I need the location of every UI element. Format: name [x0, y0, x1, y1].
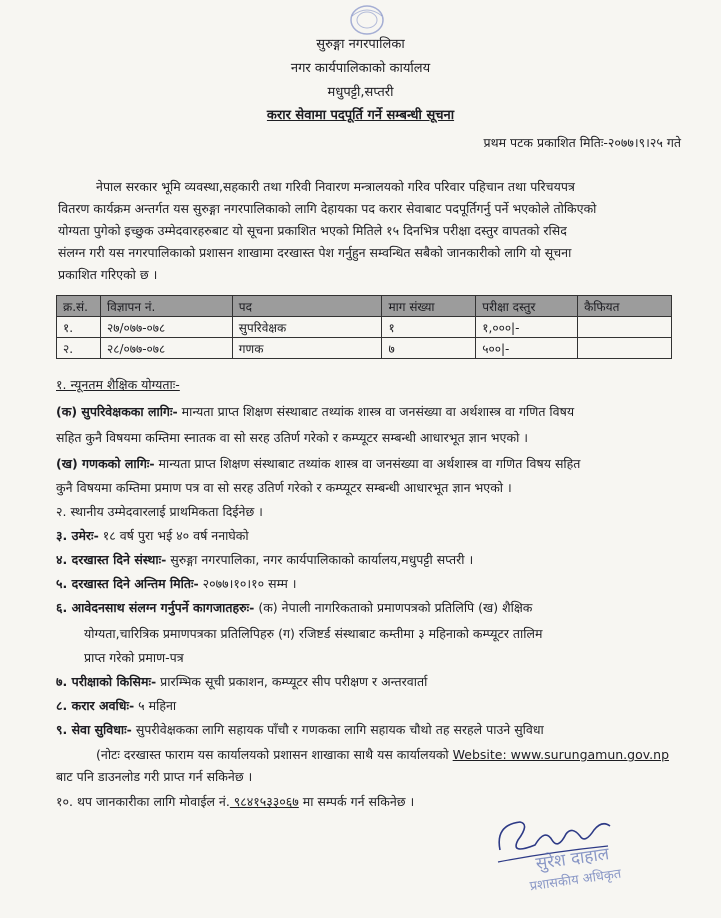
requirement-1b-cont: कुनै विषयमा कम्तिमा प्रमाण पत्र वा सो सरह उतिर्ण गरेको र कम्प्यूटर सम्बन्धी आधारभूत ज्ञान भएको ।: [56, 480, 512, 495]
download-note: (नोटः दरखास्त फाराम यस कार्यालयको प्रशासन शाखाका साथै यस कार्यालयको Website: www.surungamun.gov.np: [96, 747, 669, 762]
col-header: परीक्षा दस्तुर: [476, 296, 578, 317]
intro-line: योग्यता पुगेको इच्छुक उम्मेदवारहरुबाट यो सूचना प्रकाशित भएको मितिले १५ दिनभित्र परीक्षा दस्तुर वापतको रसिद: [58, 223, 567, 238]
intro-line: संलग्न गरी यस नगरपालिकाको प्रशासन शाखामा दरखास्त पेश गर्नुहुन सम्वन्धित सबैको जानकारीको लागि यो सूचना: [58, 245, 572, 260]
col-header: विज्ञापन नं.: [100, 296, 232, 317]
requirement-8: ८. करार अवधिः- ५ महिना: [56, 698, 177, 713]
col-header: माग संख्या: [382, 296, 476, 317]
intro-line: वितरण कार्यक्रम अन्तर्गत यस सुरुङ्गा नगरपालिकाको लागि देहायका पद करार सेवाबाट पदपूर्तिगर्नु पर्ने भएकोले तोकिएको: [58, 201, 597, 216]
vacancy-table: [56, 295, 672, 359]
intro-line: नेपाल सरकार भूमि व्यवस्था,सहकारी तथा गरिवी निवारण मन्त्रालयको गरिव परिवार पहिचान तथा परिचयपत्र: [96, 179, 575, 194]
col-header: कैफियत: [578, 296, 672, 317]
table-cell: १: [382, 317, 476, 338]
website-link[interactable]: Website: www.surungamun.gov.np: [452, 747, 669, 762]
requirement-4: ४. दरखास्त दिने संस्थाः- सुरुङ्गा नगरपालिका, नगर कार्यपालिकाको कार्यालय,मधुपट्टी सप्तरी ।: [56, 552, 474, 567]
table-cell: २.: [57, 338, 101, 359]
published-date: प्रथम पटक प्रकाशित मितिः-२०७७।९।२५ गते: [483, 135, 681, 150]
table-cell: [578, 317, 672, 338]
intro-line: प्रकाशित गरिएको छ ।: [58, 267, 158, 282]
table-row: [57, 338, 672, 359]
col-header: क्र.सं.: [57, 296, 101, 317]
table-cell: ७: [382, 338, 476, 359]
mobile-number: ९८४१५३३०६७: [229, 794, 299, 809]
requirement-2: २. स्थानीय उम्मेदवारलाई प्राथमिकता दिईनेछ ।: [56, 504, 263, 519]
requirement-6: ६. आवेदनसाथ संलग्न गर्नुपर्ने कागजातहरुः- (क) नेपाली नागरिकताको प्रमाणपत्रको प्रतिलिपि (ख) शैक्षिक: [56, 600, 533, 615]
table-cell: २८/०७७-०७८: [100, 338, 232, 359]
table-cell: ५००|-: [476, 338, 578, 359]
requirement-6-cont: योग्यता,चारित्रिक प्रमाणपत्रका प्रतिलिपिहरु (ग) रजिष्टर्ड संस्थाबाट कम्तीमा ३ महिनाको कम्प्यूटर तालिम: [84, 626, 543, 641]
notice-title: करार सेवामा पदपूर्ति गर्ने सम्बन्धी सूचना: [266, 108, 455, 123]
office-name: नगर कार्यपालिकाको कार्यालय: [290, 61, 431, 76]
municipality-name: सुरुङ्गा नगरपालिका: [316, 37, 405, 52]
requirement-5: ५. दरखास्त दिने अन्तिम मितिः- २०७७।१०।१० सम्म ।: [56, 576, 297, 591]
requirement-1a: (क) सुपरिवेक्षकका लागिः- मान्यता प्राप्त शिक्षण संस्थाबाट तथ्यांक शास्त्र वा जनसंख्या वा अर्थशास्त्र वा गणित विषय: [56, 404, 575, 419]
intro-paragraph: [58, 176, 670, 286]
table-cell: १,०००|-: [476, 317, 578, 338]
requirement-heading: १. न्यूनतम शैक्षिक योग्यताः-: [56, 377, 180, 392]
requirement-6-cont: प्राप्त गरेको प्रमाण-पत्र: [84, 650, 184, 665]
municipality-seal-icon: [332, 4, 402, 36]
col-header: पद: [232, 296, 382, 317]
download-note-cont: बाट पनि डाउनलोड गरी प्राप्त गर्न सकिनेछ ।: [56, 769, 253, 784]
requirement-1a-cont: सहित कुनै विषयमा कम्तिमा स्नातक वा सो सरह उतिर्ण गरेको र कम्प्यूटर सम्बन्धी आधारभूत ज्ञान भएको ।: [56, 430, 529, 445]
table-cell: १.: [57, 317, 101, 338]
requirement-7: ७. परीक्षाको किसिमः- प्रारम्भिक सूची प्रकाशन, कम्प्यूटर सीप परीक्षण र अन्तरवार्ता: [56, 674, 428, 689]
requirement-3: ३. उमेरः- १८ वर्ष पुरा भई ४० वर्ष ननाघेको: [56, 528, 249, 543]
table-header-row: [57, 296, 672, 317]
table-cell: गणक: [232, 338, 382, 359]
table-cell: [578, 338, 672, 359]
requirement-1b: (ख) गणकको लागिः- मान्यता प्राप्त शिक्षण संस्थाबाट तथ्यांक शास्त्र वा जनसंख्या वा अर्थशास्त्र वा गणित विषय सहित: [56, 456, 581, 471]
table-cell: सुपरिवेक्षक: [232, 317, 382, 338]
officer-stamp: सुरेश दाहाल प्रशासकीय अधिकृत: [528, 844, 623, 895]
requirement-10: १०. थप जानकारीका लागि मोवाईल नं. ९८४१५३३०६७ मा सम्पर्क गर्न सकिनेछ ।: [56, 794, 415, 809]
requirement-9: ९. सेवा सुविधाः- सुपरीवेक्षकका लागि सहायक पाँचौ र गणकका लागि सहायक चौथो तह सरहले पाउने सुविधा: [56, 722, 544, 737]
office-address: मधुपट्टी,सप्तरी: [327, 85, 394, 100]
table-cell: २७/०७७-०७८: [100, 317, 232, 338]
table-row: [57, 317, 672, 338]
